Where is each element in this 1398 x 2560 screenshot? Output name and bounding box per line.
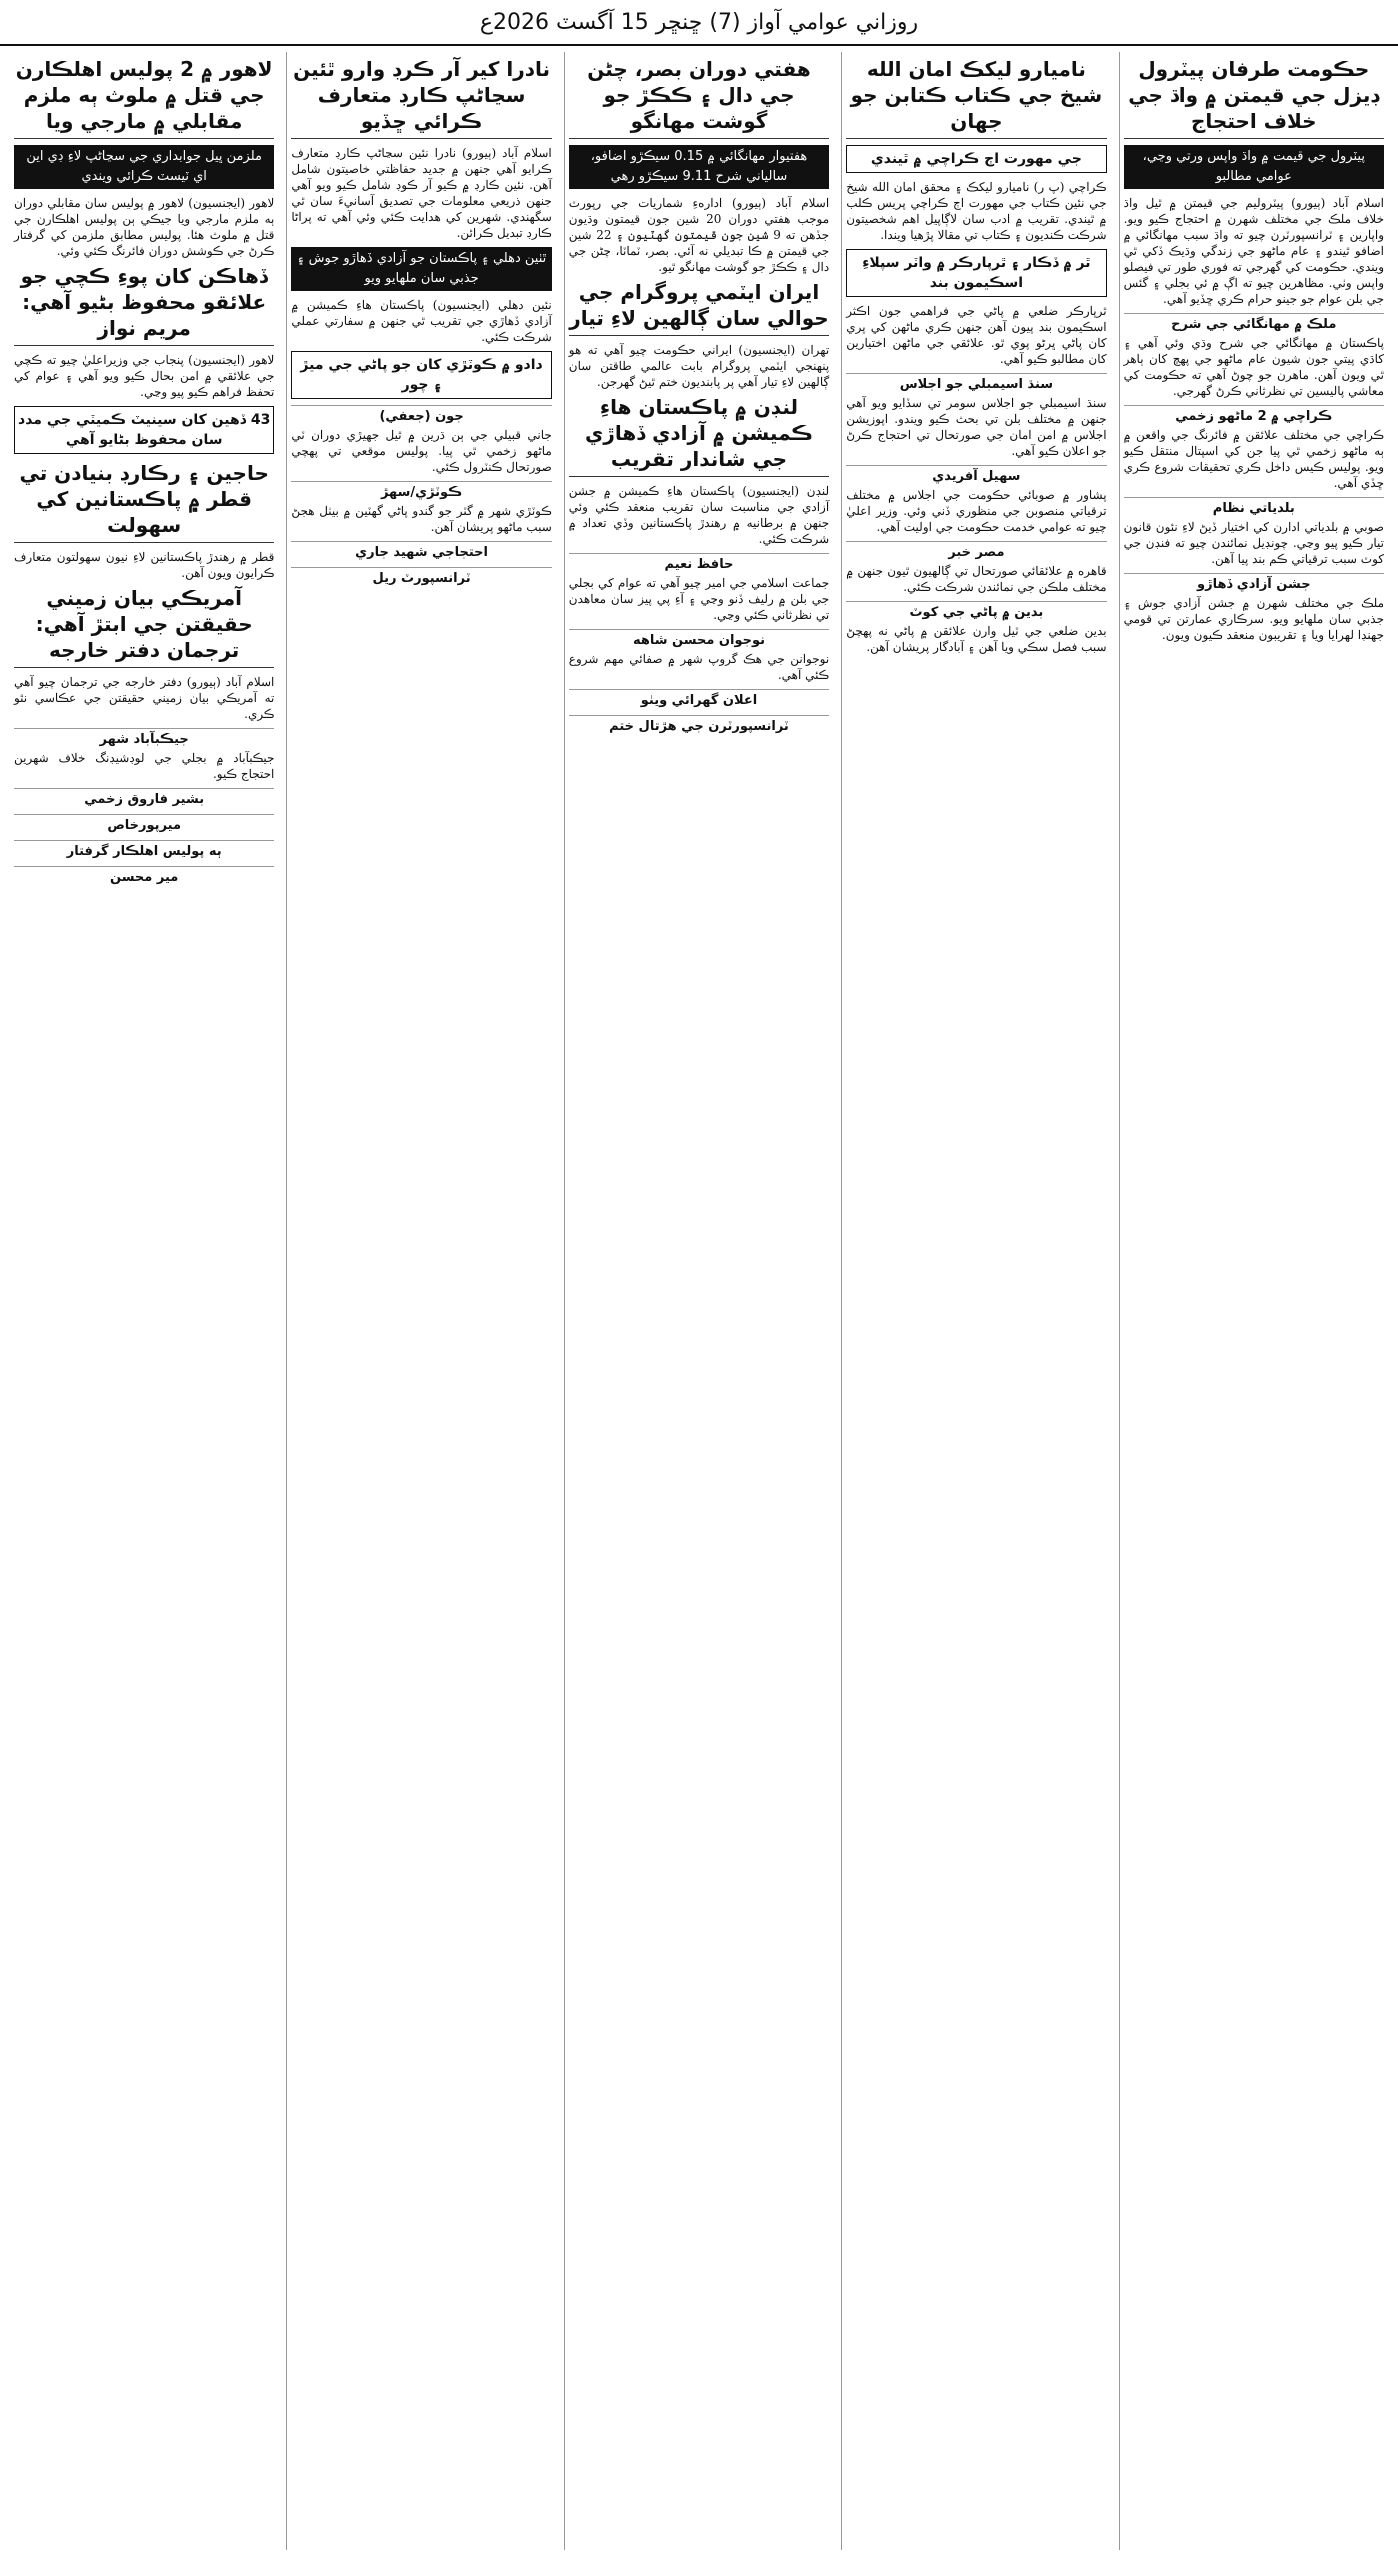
article-body: سنڌ اسيمبلي جو اجلاس سومر تي سڏايو ويو آهي جنهن ۾ مختلف بلن تي بحث ڪيو ويندو. اپوزيشن اجلاس ۾ امن امان جي صورتحال تي احتجاج ڪرڻ جو اعلان ڪيو آهي. — [846, 396, 1107, 458]
section-heading: مصر خبر — [846, 541, 1106, 561]
article-body: ٿرپارڪر ضلعي ۾ پاڻي جي فراهمي جون اڪثر اسڪيمون بند پيون آهن جنهن ڪري ماڻهن کي پري کان پاڻي ڀرڻو پوي ٿو. علائقي جي ماڻهن اختيارين کان مطالبو ڪيو آهي. — [846, 304, 1107, 366]
section-heading: بدين ۾ پاڻي جي کوٽ — [846, 601, 1106, 621]
headline: ناميارو ليکڪ امان الله شيخ جي ڪتاب ڪتابن جو جهان — [846, 56, 1106, 139]
article-body: صوبي ۾ بلدياتي ادارن کي اختيار ڏيڻ لاءِ نئون قانون تيار ڪيو پيو وڃي. چونڊيل نمائندن چيو ته فنڊن جي کوٽ سبب ترقياتي ڪم بند پيا آهن. — [1123, 520, 1384, 566]
article-body: لاهور (ايجنسيون) لاهور ۾ پوليس سان مقابلي دوران ٻه ملزم مارجي ويا جيڪي ٻن پوليس اهلڪارن جي قتل ۾ ملوث هئا. پوليس مطابق ملزمن کي گرفتار ڪرڻ جي ڪوشش دوران فائرنگ ڪئي وئي. — [13, 196, 275, 258]
section-heading: نوجوان محسن شاهه — [569, 629, 829, 649]
dark-subhead: ملزمن ڀيل جوابداري جي سڃاڻپ لاءِ ڊي اين اي ٽيسٽ ڪرائي ويندي — [14, 145, 274, 189]
article-body: ڪراچي (پ ر) ناميارو ليکڪ ۽ محقق امان الله شيخ جي نئين ڪتاب جي مهورت اڄ ڪراچي پريس ڪلب ۾ ٿيندي. تقريب ۾ ادب سان لاڳاپيل اهم شخصيتون شرڪت ڪنديون ۽ ڪتاب تي مقالا پڙهيا ويندا. — [846, 180, 1107, 242]
section-heading: بشير فاروق زخمي — [14, 788, 274, 808]
section-heading: ڪراچي ۾ 2 ماڻهو زخمي — [1124, 405, 1384, 425]
article-body: نوجوانن جي هڪ گروپ شهر ۾ صفائي مهم شروع ڪئي آهي. — [568, 652, 830, 682]
newspaper-columns — [10, 52, 1388, 2550]
section-heading: بلدياتي نظام — [1124, 497, 1384, 517]
section-heading: احتجاجي شهيد جاري — [291, 541, 551, 561]
section-heading: ڪوٽڙي/سهڙ — [291, 481, 551, 501]
dark-subhead: ٿٺين دهلي ۽ پاڪستان جو آزادي ڏهاڙو جوش ۽ جذبي سان ملهايو ويو — [291, 247, 551, 291]
masthead: روزاني عوامي آواز (7) ڇنڇر 15 آگسٽ 2026ع — [0, 0, 1398, 46]
box-heading: دادو ۾ ڪوٽڙي کان جو پاڻي جي ميڙ ۽ چور — [291, 351, 551, 399]
dark-subhead: هفتيوار مهانگائي ۾ 0.15 سيڪڙو اضافو، سالياني شرح 9.11 سيڪڙو رهي — [569, 145, 829, 189]
article-body: اسلام آباد (ٻيورو) دفتر خارجه جي ترجمان چيو آهي ته آمريڪي بيان زميني حقيقتن جي عڪاسي نٿو ڪري. — [13, 675, 275, 721]
section-heading: اعلان گهرائي ويٺو — [569, 689, 829, 709]
section-heading: سنڌ اسيمبلي جو اجلاس — [846, 373, 1106, 393]
column-5 — [10, 52, 278, 2550]
article-body: پشاور ۾ صوبائي حڪومت جي اجلاس ۾ مختلف ترقياتي منصوبن جي منظوري ڏني وئي. وزير اعليٰ چيو ته عوامي خدمت حڪومت جي اوليت آهي. — [846, 488, 1107, 534]
article-body: قاهره ۾ علائقائي صورتحال تي ڳالهيون ٿيون جنهن ۾ مختلف ملڪن جي نمائندن شرڪت ڪئي. — [846, 564, 1107, 594]
article-body: تهران (ايجنسيون) ايراني حڪومت چيو آهي ته هو پنهنجي ايٽمي پروگرام بابت عالمي طاقتن سان ڳالهين لاءِ تيار آهي پر پابنديون ختم ٿيڻ گهرجن. — [568, 343, 830, 389]
headline: ڏهاڪن کان پوءِ ڪچي جو علائقو محفوظ بڻيو آهي: مريم نواز — [14, 263, 274, 346]
dark-subhead: پيٽرول جي قيمت ۾ واڌ واپس ورتي وڃي، عوامي مطالبو — [1124, 145, 1384, 189]
article-body: ڪوٽڙي شهر ۾ گٽر جو گندو پاڻي گهٽين ۾ بيٺل هجڻ سبب ماڻهو پريشان آهن. — [291, 504, 552, 534]
section-heading: ملڪ ۾ مهانگائي جي شرح — [1124, 313, 1384, 333]
article-body: اسلام آباد (ٻيورو) پيٽروليم جي قيمتن ۾ ٿيل واڌ خلاف ملڪ جي مختلف شهرن ۾ احتجاج ڪيو ويو. واپارين ۽ ٽرانسپورٽرن چيو ته واڌ سبب مهانگائي ۾ اضافو ٿيندو ۽ عام ماڻهو جي زندگي وڌيڪ ڏکي ٿي ويندي. حڪومت کي گهرجي ته فوري طور تي فيصلو واپس وٺي. مظاهرين چيو ته اڳ ۾ ئي بجلي ۽ گئس جي بلن عوام جو جينو حرام ڪري ڇڏيو آهي. — [1123, 196, 1384, 306]
section-heading: ٻه پوليس اهلڪار گرفتار — [14, 840, 274, 860]
headline: آمريڪي بيان زميني حقيقتن جي ابتڙ آهي: ترجمان دفتر خارجه — [14, 585, 274, 668]
headline: لنڊن ۾ پاڪستان هاءِ ڪميشن ۾ آزادي ڏهاڙي جي شاندار تقريب — [569, 394, 829, 477]
headline: لاهور ۾ 2 پوليس اهلڪارن جي قتل ۾ ملوث ٻه ملزم مقابلي ۾ مارجي ويا — [14, 56, 274, 139]
article-body: پاڪستان ۾ مهانگائي جي شرح وڌي وئي آهي ۽ کاڌي پيتي جون شيون عام ماڻهو جي پهچ کان ٻاهر ٿي ويون آهن. ماهرن جو چوڻ آهي ته حڪومت کي معاشي پاليسين تي نظرثاني ڪرڻ گهرجي. — [1123, 336, 1384, 398]
section-heading: ٽرانسپورٽرن جي هڙتال ختم — [569, 715, 829, 735]
column-4 — [286, 52, 555, 2550]
article-body: جاني قبيلي جي ٻن ڌرين ۾ ٿيل جهيڙي دوران ٽي ماڻهو زخمي ٿي پيا. پوليس موقعي تي پهچي صورتحال ڪنٽرول ڪئي. — [291, 428, 552, 474]
section-heading: ميرپورخاص — [14, 814, 274, 834]
box-heading: 43 ڏهين کان سينيٽ ڪميٽي جي مدد سان محفوظ بڻايو آهي — [14, 406, 274, 454]
section-heading: جشن آزادي ڏهاڙو — [1124, 573, 1384, 593]
section-heading: جيڪبآباد شهر — [14, 728, 274, 748]
article-body: جيڪبآباد ۾ بجلي جي لوڊشيڊنگ خلاف شهرين احتجاج ڪيو. — [13, 751, 275, 781]
article-body: بدين ضلعي جي ٽيل وارن علائقن ۾ پاڻي نه پهچڻ سبب فصل سڪي ويا آهن ۽ آبادگار پريشان آهن. — [846, 624, 1107, 654]
article-body: نئين دهلي (ايجنسيون) پاڪستان هاءِ ڪميشن ۾ آزادي ڏهاڙي جي تقريب ٿي جنهن ۾ سفارتي عملي شرڪت ڪئي. — [291, 298, 552, 344]
headline: ايران ايٽمي پروگرام جي حوالي سان ڳالهين لاءِ تيار — [569, 279, 829, 336]
headline: حڪومت طرفان پيٽرول ڊيزل جي قيمتن ۾ واڌ جي خلاف احتجاج — [1124, 56, 1384, 139]
article-body: قطر ۾ رهندڙ پاڪستانين لاءِ نيون سهولتون متعارف ڪرايون ويون آهن. — [13, 550, 275, 580]
article-body: ملڪ جي مختلف شهرن ۾ جشن آزادي جوش ۽ جذبي سان ملهايو ويو. سرڪاري عمارتن تي قومي جهنڊا لهرايا ويا ۽ تقريبون منعقد ڪيون ويون. — [1123, 596, 1384, 642]
article-body: اسلام آباد (ٻيورو) ادارهءِ شماريات جي رپورٽ موجب هفتي دوران 20 شين جون قيمتون وڌيون جڏهن ته 9 شين جون قيمتون گهٽيون ۽ 22 شين جي قيمتن ۾ ڪا تبديلي نه آئي. بصر، ٽماٽا، چڻن جي دال ۽ ڪڪڙ جو گوشت مهانگو ٿيو. — [568, 196, 830, 274]
section-heading: سهيل آفريدي — [846, 465, 1106, 485]
article-body: لاهور (ايجنسيون) پنجاب جي وزيراعليٰ چيو ته ڪچي جي علائقي ۾ امن بحال ڪيو ويو آهي ۽ عوام کي تحفظ فراهم ڪيو پيو وڃي. — [13, 353, 275, 399]
column-3 — [564, 52, 833, 2550]
section-heading: ٽرانسپورٽ ريل — [291, 567, 551, 587]
box-heading: جي مهورت اڄ ڪراچي ۾ ٿيندي — [846, 145, 1106, 173]
section-heading: جون (جعفي) — [291, 405, 551, 425]
section-heading: حافظ نعيم — [569, 553, 829, 573]
box-heading: ٿر ۾ ڏڪار ۽ ٿرپارڪر ۾ واٽر سپلاءِ اسڪيمون بند — [846, 249, 1106, 297]
headline: حاجين ۽ رڪارڊ بنيادن تي قطر ۾ پاڪستانين کي سهولت — [14, 460, 274, 543]
article-body: اسلام آباد (ٻيورو) نادرا نئين سڃاڻپ ڪارڊ متعارف ڪرايو آهي جنهن ۾ جديد حفاظتي خاصيتون شامل آهن. نئين ڪارڊ ۾ ڪيو آر ڪوڊ شامل ڪيو ويو آهي جنهن ذريعي معلومات جي تصديق آسانيءَ سان ٿي سگهندي. شهرين کي هدايت ڪئي وئي آهي ته پراڻا ڪارڊ تبديل ڪرائن. — [291, 146, 552, 240]
article-body: لنڊن (ايجنسيون) پاڪستان هاءِ ڪميشن ۾ جشن آزادي جي مناسبت سان تقريب منعقد ڪئي وئي جنهن ۾ برطانيه ۾ رهندڙ پاڪستانين وڏي تعداد ۾ شرڪت ڪئي. — [568, 484, 830, 546]
article-body: جماعت اسلامي جي امير چيو آهي ته عوام کي بجلي جي بلن ۾ رليف ڏنو وڃي ۽ آءِ پي پيز سان معاهدن تي نظرثاني ڪئي وڃي. — [568, 576, 830, 622]
headline: هفتي دوران بصر، چڻن جي دال ۽ ڪڪڙ جو گوشت مهانگو — [569, 56, 829, 139]
article-body: ڪراچي جي مختلف علائقن ۾ فائرنگ جي واقعن ۾ ٻه ماڻهو زخمي ٿي پيا جن کي اسپتال منتقل ڪيو ويو. پوليس ڪيس داخل ڪري تحقيقات شروع ڪري ڇڏي آهي. — [1123, 428, 1384, 490]
column-1 — [1119, 52, 1388, 2550]
headline: نادرا کير آر ڪرڊ وارو ٿئين سڃاڻپ ڪارڊ متعارف ڪرائي ڇڏيو — [291, 56, 551, 139]
column-2 — [841, 52, 1110, 2550]
section-heading: مير محسن — [14, 866, 274, 886]
